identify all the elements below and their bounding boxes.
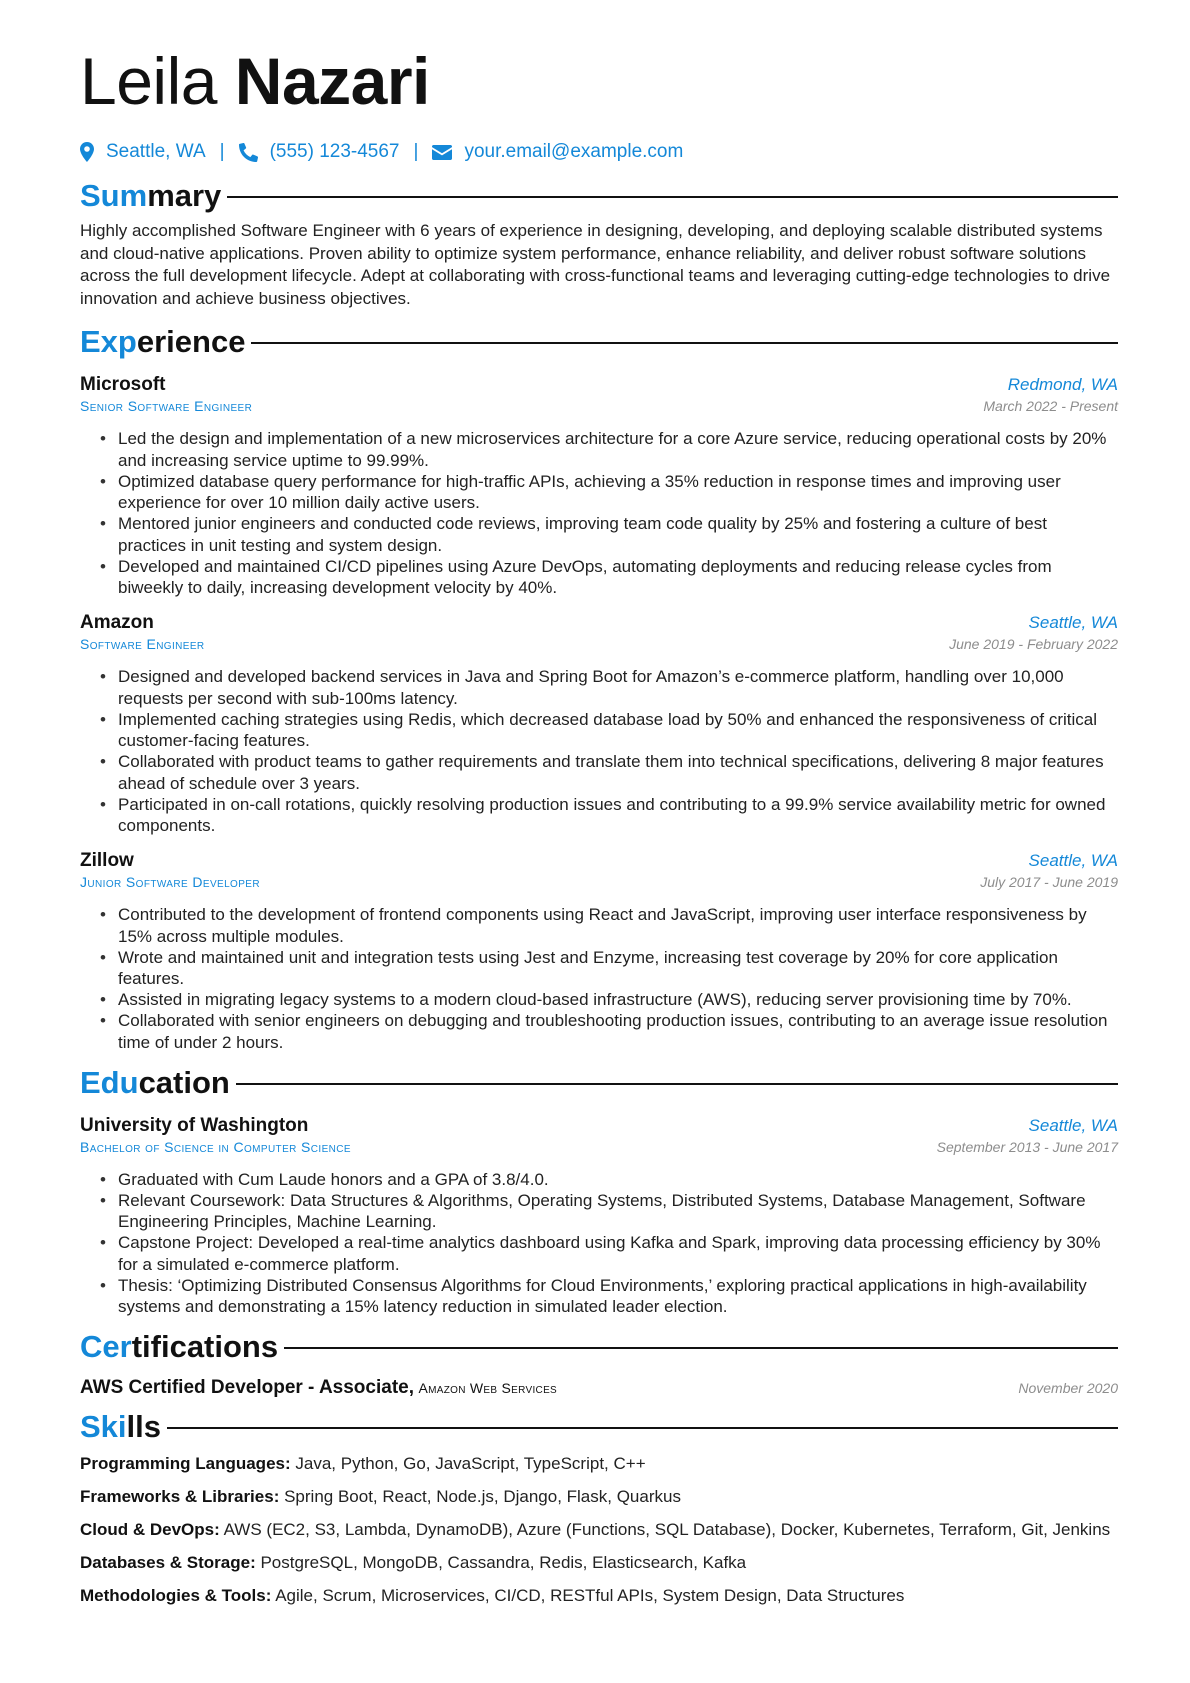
bullet-item: • Relevant Coursework: Data Structures & Algorithms, Operating Systems, Distributed Systems, Database Management, Software Engineering Principles, Machine Learning. <box>100 1190 1118 1233</box>
skill-value: Java, Python, Go, JavaScript, TypeScript, C++ <box>295 1454 646 1473</box>
job-title: Junior Software Developer <box>80 874 260 890</box>
contact-separator: | <box>413 141 419 162</box>
summary-heading <box>80 176 1118 216</box>
skill-row <box>80 1486 1118 1508</box>
company-name: Amazon <box>80 612 154 633</box>
degree-name: Bachelor of Science in Computer Science <box>80 1138 351 1155</box>
bullet-item: • Collaborated with senior engineers on debugging and troubleshooting production issues, contributing to an average issue resolution time of under 2 hours. <box>100 1010 1118 1053</box>
skill-row <box>80 1519 1118 1541</box>
location-text: Seattle, WA <box>106 141 206 162</box>
certifications-heading <box>80 1327 1118 1367</box>
skill-value: AWS (EC2, S3, Lambda, DynamoDB), Azure (Functions, SQL Database), Docker, Kubernetes, Terraform, Git, Jenkins <box>223 1520 1111 1539</box>
job-title: Software Engineer <box>80 636 205 652</box>
education-entry <box>80 1115 1118 1318</box>
bullet-item: • Led the design and implementation of a new microservices architecture for a core Azure service, reducing operational costs by 20% and increasing service uptime to 99.99%. <box>100 428 1118 471</box>
bullet-item: • Developed and maintained CI/CD pipelines using Azure DevOps, automating deployments and reducing release cycles from biweekly to daily, increasing development velocity by 40%. <box>100 556 1118 599</box>
skill-label: Cloud & DevOps: <box>80 1520 220 1539</box>
skill-row <box>80 1453 1118 1475</box>
job-dates: March 2022 - Present <box>983 398 1118 414</box>
bullet-item: • Implemented caching strategies using Redis, which decreased database load by 50% and enhanced the responsiveness of critical customer-facing features. <box>100 709 1118 752</box>
certifications-title: Certifications <box>80 1329 279 1364</box>
section-divider <box>167 1427 1118 1429</box>
section-divider <box>251 342 1118 344</box>
last-name: Nazari <box>234 44 430 118</box>
job-entry <box>80 612 1118 837</box>
bullet-item: • Optimized database query performance for high-traffic APIs, achieving a 35% reduction in response times and improving user experience for over 10 million daily active users. <box>100 471 1118 514</box>
company-name: Microsoft <box>80 374 166 395</box>
contact-line <box>80 138 1118 166</box>
job-bullets <box>80 428 1118 599</box>
resume-content <box>80 40 1118 1607</box>
skill-label: Methodologies & Tools: <box>80 1586 272 1605</box>
job-location: Seattle, WA <box>1028 851 1118 870</box>
phone-icon <box>239 143 270 162</box>
bullet-item: • Wrote and maintained unit and integration tests using Jest and Enzyme, increasing test coverage by 20% for core application features. <box>100 947 1118 990</box>
bullet-item: • Participated in on-call rotations, quickly resolving production issues and contributing to a 99.9% service availability metric for owned components. <box>100 794 1118 837</box>
contact-location <box>80 141 206 163</box>
education-bullets <box>80 1169 1118 1318</box>
certification-issuer: Amazon Web Services <box>418 1380 558 1396</box>
bullet-item: • Capstone Project: Developed a real-time analytics dashboard using Kafka and Spark, improving data processing efficiency by 30% for a simulated e-commerce platform. <box>100 1232 1118 1275</box>
summary-title: Summary <box>80 178 222 213</box>
certification-date: November 2020 <box>1018 1380 1118 1396</box>
skill-row <box>80 1585 1118 1607</box>
education-dates: September 2013 - June 2017 <box>936 1138 1118 1155</box>
certification-entry <box>80 1377 1118 1399</box>
skill-label: Databases & Storage: <box>80 1553 256 1572</box>
job-entry <box>80 850 1118 1053</box>
job-location: Seattle, WA <box>1028 613 1118 632</box>
education-heading <box>80 1063 1118 1103</box>
job-entry <box>80 374 1118 599</box>
bullet-item: • Contributed to the development of frontend components using React and JavaScript, improving user interface responsiveness by 15% across multiple modules. <box>100 904 1118 947</box>
contact-email[interactable] <box>432 141 683 163</box>
contact-phone[interactable] <box>239 141 400 163</box>
first-name: Leila <box>80 44 217 118</box>
job-dates: July 2017 - June 2019 <box>980 874 1118 890</box>
bullet-item: • Collaborated with product teams to gather requirements and translate them into technical specifications, delivering 8 major features ahead of schedule over 3 years. <box>100 751 1118 794</box>
experience-title: Experience <box>80 324 246 359</box>
candidate-name <box>80 40 1118 122</box>
phone-text: (555) 123-4567 <box>269 141 400 162</box>
bullet-item: • Designed and developed backend services in Java and Spring Boot for Amazon’s e-commerce platform, handling over 10,000 requests per second with sub-100ms latency. <box>100 666 1118 709</box>
bullet-item: • Thesis: ‘Optimizing Distributed Consensus Algorithms for Cloud Environments,’ exploring practical applications in high-availability systems and demonstrating a 15% latency reduction in simulated leader election. <box>100 1275 1118 1318</box>
job-bullets <box>80 904 1118 1053</box>
skill-value: Agile, Scrum, Microservices, CI/CD, RESTful APIs, System Design, Data Structures <box>275 1586 905 1605</box>
school-location: Seattle, WA <box>1028 1115 1118 1135</box>
summary-text: Highly accomplished Software Engineer with 6 years of experience in designing, developing, and deploying scalable distributed systems and cloud-native applications. Proven ability to optimize system performance, enhance reliability, and deliver robust software solutions across the full development lifecycle. Adept at collaborating with cross-functional teams and leveraging cutting-edge technologies to drive innovation and achieve business objectives. <box>80 221 1111 308</box>
contact-separator: | <box>219 141 225 162</box>
skills-title: Skills <box>80 1409 161 1444</box>
bullet-item: • Mentored junior engineers and conducted code reviews, improving team code quality by 25% and fostering a culture of best practices in unit testing and system design. <box>100 513 1118 556</box>
certification-name: AWS Certified Developer - Associate <box>80 1377 409 1398</box>
job-title: Senior Software Engineer <box>80 398 253 414</box>
job-dates: June 2019 - February 2022 <box>949 636 1118 652</box>
skill-value: PostgreSQL, MongoDB, Cassandra, Redis, Elasticsearch, Kafka <box>260 1553 747 1572</box>
job-bullets <box>80 666 1118 837</box>
section-divider <box>227 196 1118 198</box>
skill-label: Frameworks & Libraries: <box>80 1487 280 1506</box>
job-location: Redmond, WA <box>1007 375 1118 394</box>
experience-heading <box>80 322 1118 362</box>
map-marker-icon <box>80 142 106 162</box>
skills-heading <box>80 1407 1118 1447</box>
skill-value: Spring Boot, React, Node.js, Django, Flask, Quarkus <box>284 1487 681 1506</box>
skill-label: Programming Languages: <box>80 1454 291 1473</box>
bullet-item: • Assisted in migrating legacy systems to a modern cloud-based infrastructure (AWS), reducing server provisioning time by 70%. <box>100 989 1118 1011</box>
envelope-icon <box>432 145 464 160</box>
certification-separator: , <box>408 1377 415 1398</box>
email-text: your.email@example.com <box>464 141 684 162</box>
bullet-item: • Graduated with Cum Laude honors and a GPA of 3.8/4.0. <box>100 1169 1118 1191</box>
section-divider <box>284 1347 1118 1349</box>
company-name: Zillow <box>80 850 134 871</box>
skill-row <box>80 1552 1118 1574</box>
section-divider <box>236 1083 1118 1085</box>
school-name: University of Washington <box>80 1114 309 1136</box>
education-title: Education <box>80 1064 230 1100</box>
